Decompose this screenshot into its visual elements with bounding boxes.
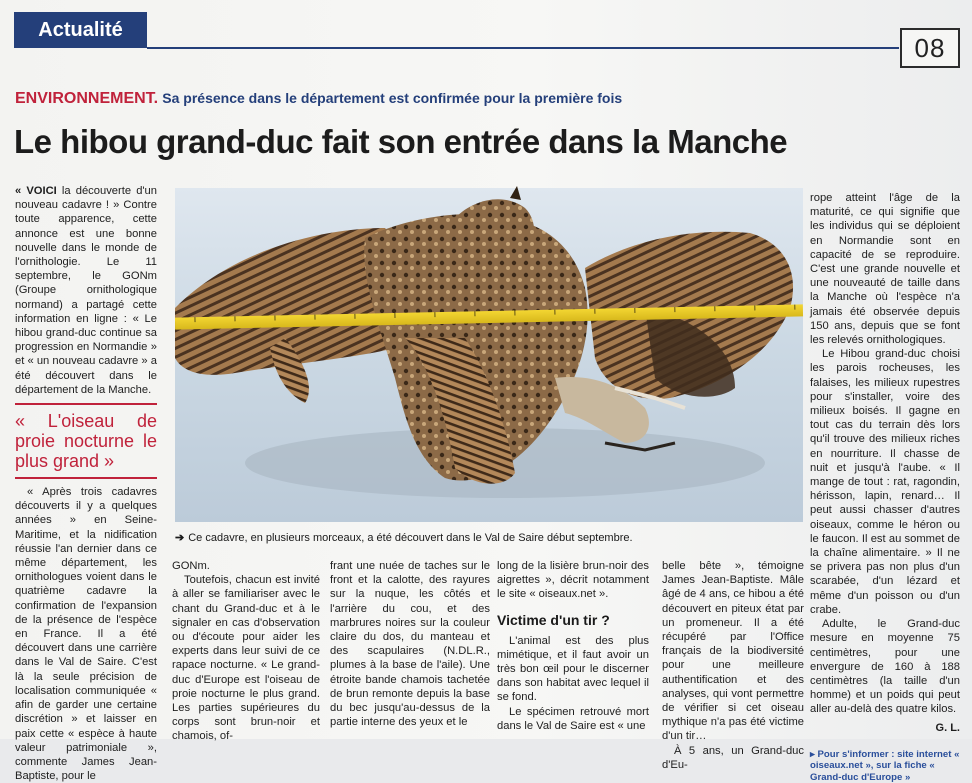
pull-quote-rule-top	[15, 403, 157, 405]
right-paragraph-1: rope atteint l'âge de la maturité, ce qui signifie que les individus qui se déploient en Normandie sont en capacité de se reproduire. C'est une grande nouvelle et une nouveauté de taille dans la Manche où l'espèce n'a jamais été observée depuis 150 ans, depuis que se font les relevés ornithologiques.	[810, 191, 960, 347]
intro-lead: « VOICI	[15, 185, 57, 197]
kicker	[15, 90, 622, 108]
bottom-col1-lead: GONm.	[172, 559, 320, 573]
left-column	[15, 184, 157, 783]
info-box-text: Pour s'informer : site internet « oiseaux.net », sur la fiche « Grand-duc d'Europe »	[810, 749, 959, 783]
right-column	[810, 191, 960, 783]
bottom-col4-text-b: À 5 ans, un Grand-duc d'Eu-	[662, 744, 804, 772]
left-paragraph-2: « Après trois cadavres découverts il y a quelques années » en Seine-Maritime, et la nidification réussie l'an dernier dans ce même département, les ornithologues voient dans le quatrième cadavre la confirmation de l'expansion de la présence de l'espèce en France. Il a été découvert dans une carrière dans le Val de Saire. C'est là la seule précision de localisation communiquée « afin de garder une certaine discrétion » et laisser en paix cette « espèce à haute valeur patrimoniale », commente James Jean-Baptiste, pour le	[15, 485, 157, 783]
bottom-col1-text: Toutefois, chacun est invité à aller se familiariser avec le chant du Grand-duc et à le signaler en cas d'observation ou d'écoute pour aider les experts dans leur suivi de ce rapace nocturne. « Le grand-duc d'Europe est l'oiseau de proie nocturne le plus grand. Les parties supérieures du corps sont brun-noir et chamois, of-	[172, 573, 320, 743]
kicker-subtitle: Sa présence dans le département est confirmée pour la première fois	[162, 90, 622, 106]
page-number: 08	[900, 28, 960, 68]
author-signature: G. L.	[810, 721, 960, 735]
triangle-right-icon: ▸	[810, 749, 815, 760]
subhead-victime: Victime d'un tir ?	[497, 612, 649, 628]
section-label: Actualité	[14, 12, 147, 48]
bottom-col2-text: frant une nuée de taches sur le front et la calotte, des rayures sur la nuque, les côtés et l'arrière du cou, et des marbrures noires sur la couleur claire du dos, du manteau et des scapulaires (N.DL.R., plumes à la base de l'aile). Une étroite bande chamois tachetée de brun remonte depuis la base du bec jusqu'au-dessus de la partie interne des yeux et le	[330, 559, 490, 729]
caption-arrow-icon: ➔	[175, 532, 184, 544]
bottom-column-1	[172, 559, 320, 744]
photo-caption-text: Ce cadavre, en plusieurs morceaux, a été découvert dans le Val de Saire début septembre.	[188, 532, 632, 544]
section-rule	[147, 47, 899, 49]
bottom-column-2	[330, 559, 490, 729]
photo-caption	[175, 531, 803, 544]
info-box	[810, 749, 960, 783]
bottom-col3-text-b: L'animal est des plus mimétique, et il faut avoir un très bon œil pour le discerner dans son habitat avec lequel il se fond.	[497, 634, 649, 705]
pull-quote-rule-bottom	[15, 477, 157, 479]
pull-quote: « L'oiseau de proie nocturne le plus grand »	[15, 411, 157, 471]
bottom-column-4	[662, 559, 804, 772]
bottom-col3-text-c: Le spécimen retrouvé mort dans le Val de Saire est « une	[497, 705, 649, 733]
bottom-column-3	[497, 559, 649, 733]
owl-carcass-illustration	[175, 188, 803, 522]
kicker-tag: ENVIRONNEMENT.	[15, 90, 158, 107]
article-headline: Le hibou grand-duc fait son entrée dans la Manche	[14, 123, 874, 161]
article-photo	[175, 188, 803, 522]
bottom-col4-text-a: belle bête », témoigne James Jean-Baptiste. Mâle âgé de 4 ans, ce hibou a été découvert en piteux état par un promeneur. Il a été récupéré par l'Office français de la biodiversité pour une meilleure authentification et des analyses, qui vont permettre de vérifier si cet oiseau mythique n'a pas été victime d'un tir…	[662, 559, 804, 744]
right-paragraph-2: Le Hibou grand-duc choisi les parois rocheuses, les falaises, les milieux rupestres pour s'installer, voire des milieux boisés. Il gagne en tout cas du terrain dès lors qu'il trouve des milieux riches en nourriture. Il chasse de nuit et jusqu'à l'aube. « Il mange de tout : rat, ragondin, hérisson, lapin, renard… Il peut aussi chasser d'autres oiseaux, comme le héron ou le faucon. Il est au sommet de la chaîne alimentaire. » Il ne se privera pas non plus d'un scarabée, d'un lézard et même d'un poisson ou d'un crabe.	[810, 347, 960, 617]
intro-text: la découverte d'un nouveau cadavre ! » Contre toute apparence, cette annonce est une bonne nouvelle dans le monde de l'ornithologie. Le 11 septembre, le GONm (Groupe ornithologique normand) a partagé cette information en ligne : « Le hibou grand-duc continue sa progression en Normandie » et « un nouveau cadavre » a été découvert dans le département de la Manche.	[15, 185, 157, 396]
right-paragraph-3: Adulte, le Grand-duc mesure en moyenne 75 centimètres, pour une envergure de 160 à 188 centimètres (la taille d'un homme) et un poids qui peut aller au-delà des quatre kilos.	[810, 617, 960, 716]
bottom-col3-text-a: long de la lisière brun-noir des aigrettes », décrit notamment le site « oiseaux.net ».	[497, 559, 649, 602]
